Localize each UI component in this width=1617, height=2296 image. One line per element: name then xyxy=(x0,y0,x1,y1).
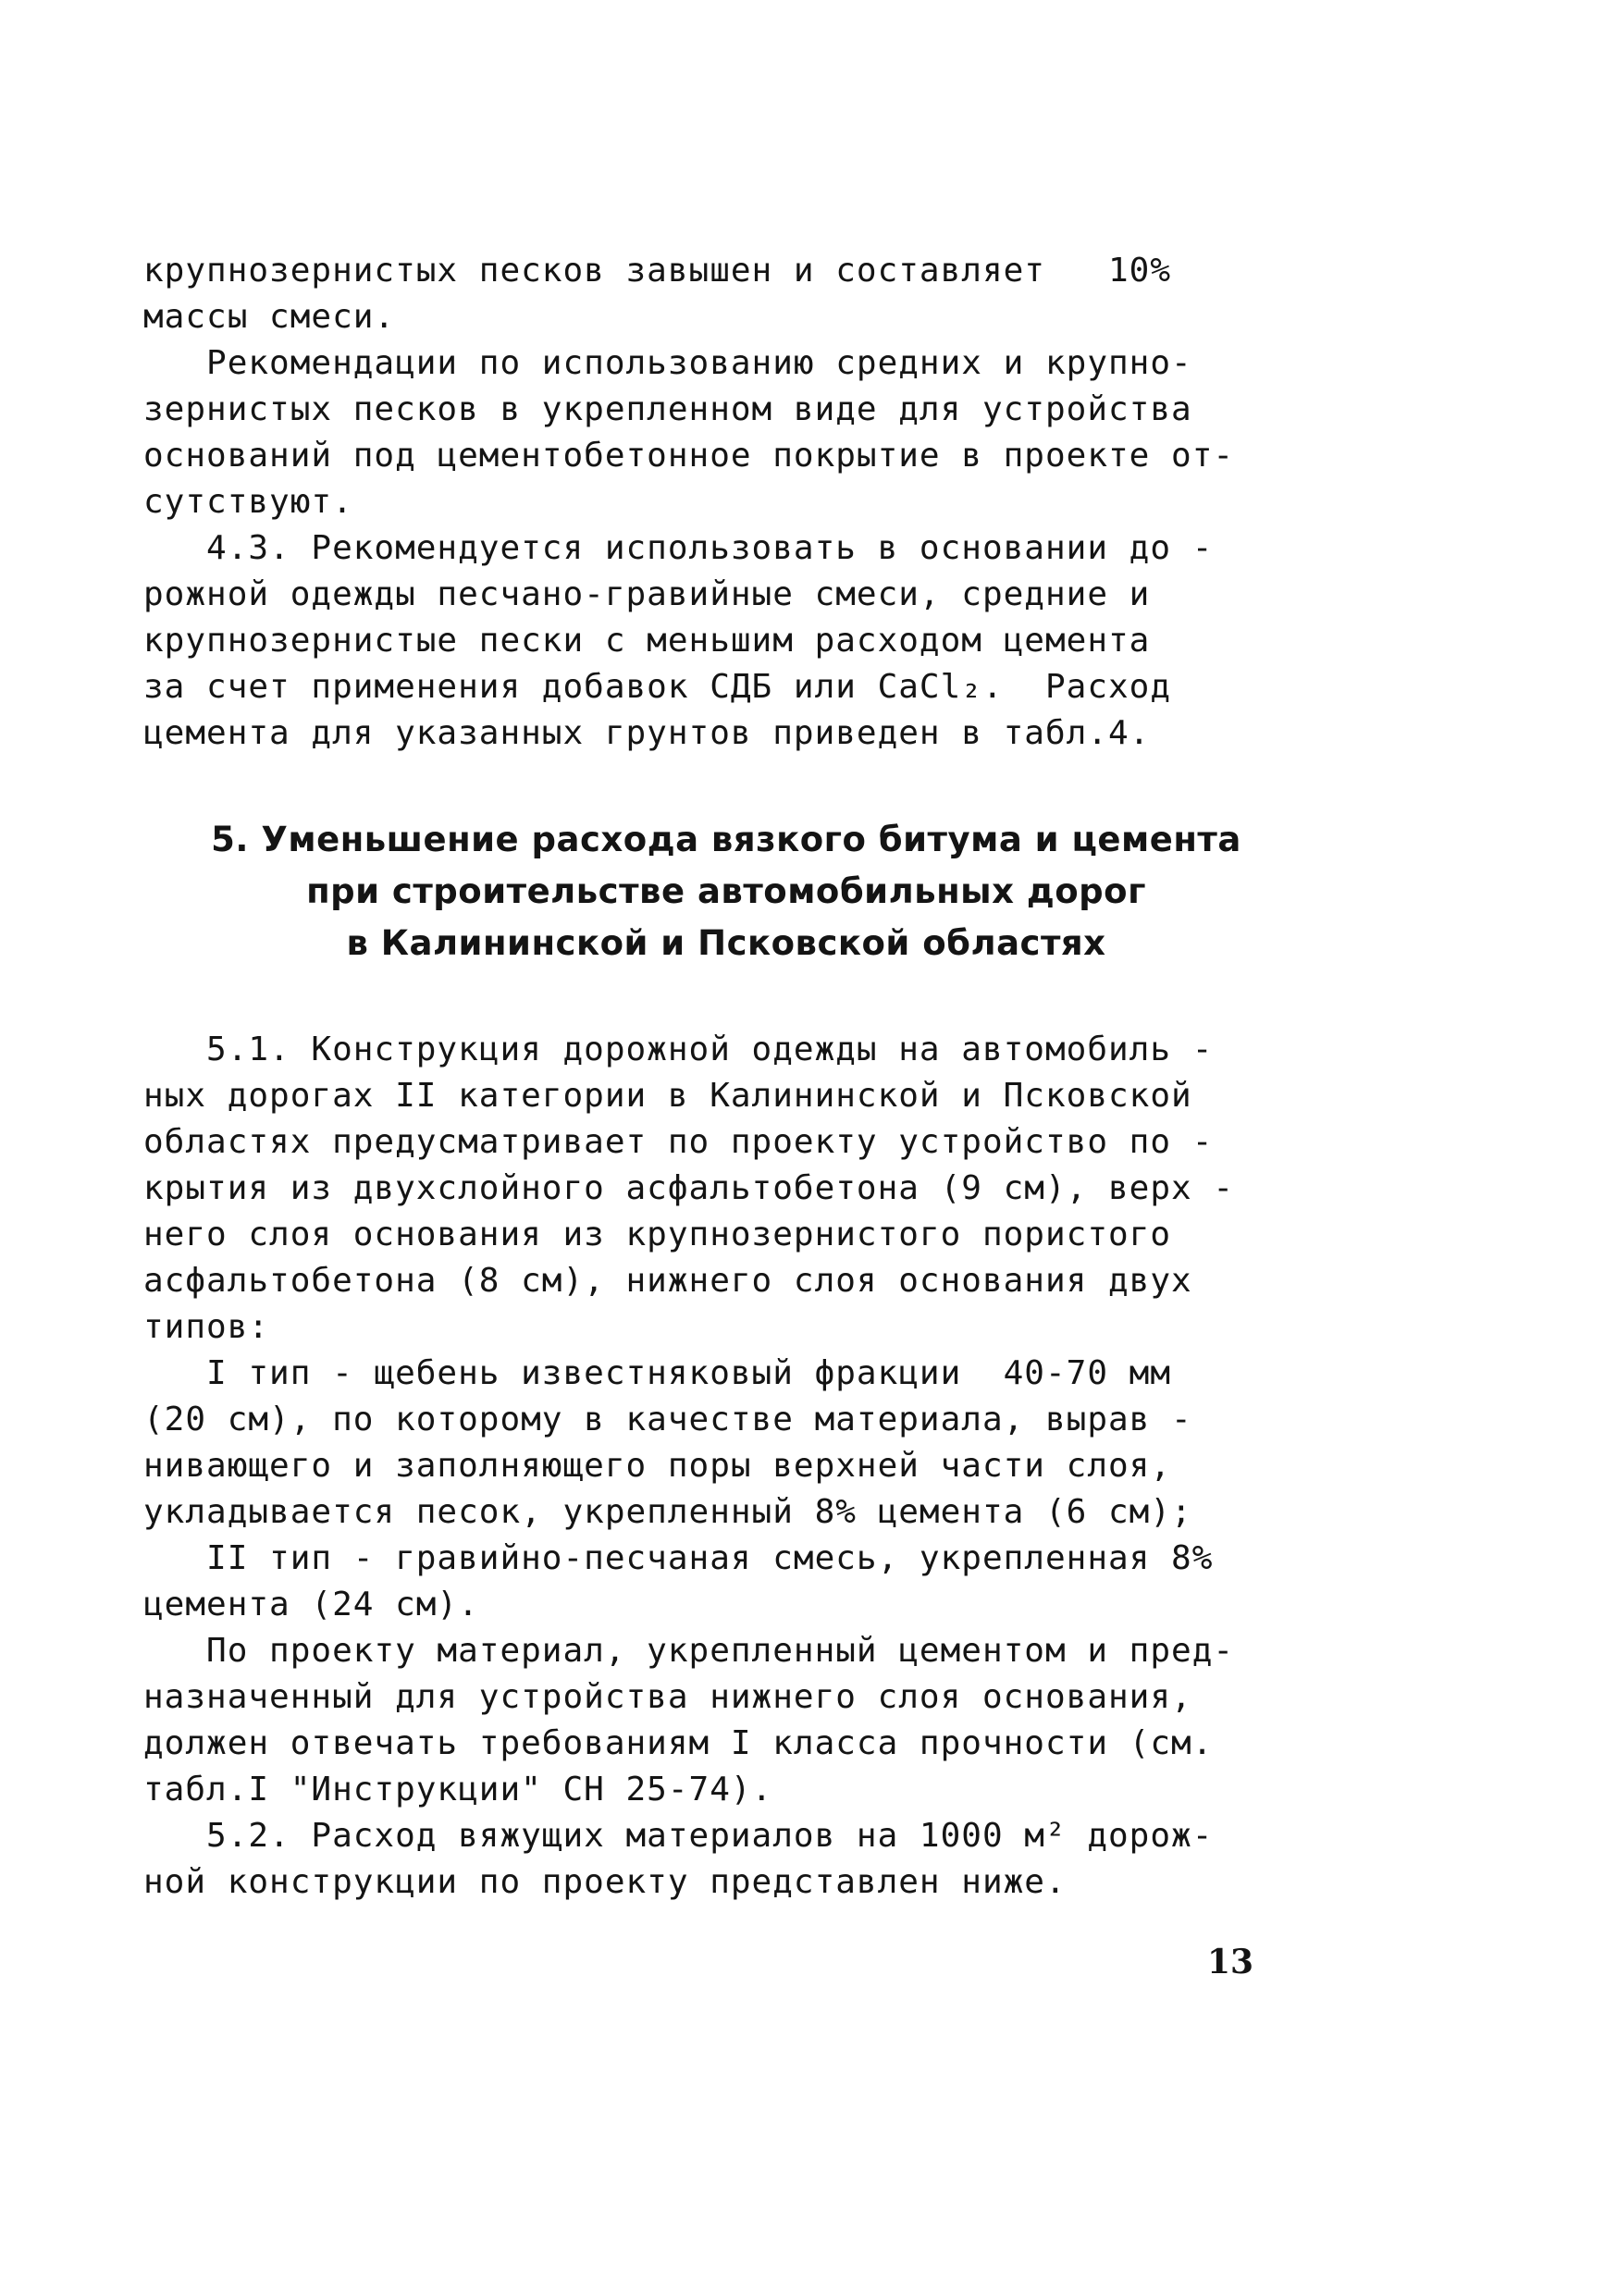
text-line: зернистых песков в укрепленном виде для устройства xyxy=(143,390,1192,428)
text-line: типов: xyxy=(143,1308,270,1346)
text-line: цемента для указанных грунтов приведен в табл.4. xyxy=(143,714,1151,752)
text-line: По проекту материал, укрепленный цементом и пред- xyxy=(143,1632,1235,1670)
text-line: укладывается песок, укрепленный 8% цемента (6 см); xyxy=(143,1493,1192,1531)
text-line: Рекомендации по использованию средних и крупно- xyxy=(143,344,1192,382)
text-line: 5.1. Конструкция дорожной одежды на автомобиль - xyxy=(143,1031,1214,1068)
text-line: рожной одежды песчано-гравийные смеси, средние и xyxy=(143,575,1151,613)
text-line: крытия из двухслойного асфальтобетона (9 см), верх - xyxy=(143,1169,1235,1207)
text-line: асфальтобетона (8 см), нижнего слоя основания двух xyxy=(143,1262,1192,1300)
text-line: за счет применения добавок СДБ или CaCl₂. Расход xyxy=(143,668,1172,706)
text-line: (20 см), по которому в качестве материала, вырав - xyxy=(143,1401,1192,1438)
text-line: табл.I "Инструкции" СН 25-74). xyxy=(143,1771,773,1808)
text-line: назначенный для устройства нижнего слоя основания, xyxy=(143,1678,1192,1716)
text-line: II тип - гравийно-песчаная смесь, укрепленная 8% xyxy=(143,1539,1214,1577)
text-line: 4.3. Рекомендуется использовать в основании до - xyxy=(143,529,1214,567)
section-heading-line: при строительстве автомобильных дорог xyxy=(306,871,1146,911)
section-heading-line: в Калининской и Псковской областях xyxy=(346,923,1106,963)
text-line: 5.2. Расход вяжущих материалов на 1000 м² дорож- xyxy=(143,1817,1214,1855)
text-line: него слоя основания из крупнозернистого пористого xyxy=(143,1216,1172,1253)
text-line: крупнозернистые пески с меньшим расходом цемента xyxy=(143,622,1151,660)
page-number: 13 xyxy=(1207,1943,1254,1981)
section-heading-line: 5. Уменьшение расхода вязкого битума и цемента xyxy=(211,820,1241,859)
text-line: ной конструкции по проекту представлен ниже. xyxy=(143,1863,1067,1901)
text-line: областях предусматривает по проекту устройство по - xyxy=(143,1123,1214,1161)
text-line: крупнозернистых песков завышен и составляет 10% xyxy=(143,252,1172,290)
text-line: массы смеси. xyxy=(143,298,396,336)
text-line: ных дорогах II категории в Калининской и Псковской xyxy=(143,1077,1192,1115)
text-line: нивающего и заполняющего поры верхней части слоя, xyxy=(143,1447,1172,1485)
text-line: оснований под цементобетонное покрытие в проекте от- xyxy=(143,437,1235,475)
text-line: цемента (24 см). xyxy=(143,1586,479,1623)
text-line: сутствуют. xyxy=(143,483,353,521)
text-line: должен отвечать требованиям I класса прочности (см. xyxy=(143,1724,1214,1762)
text-line: I тип - щебень известняковый фракции 40-70 мм xyxy=(143,1354,1172,1392)
